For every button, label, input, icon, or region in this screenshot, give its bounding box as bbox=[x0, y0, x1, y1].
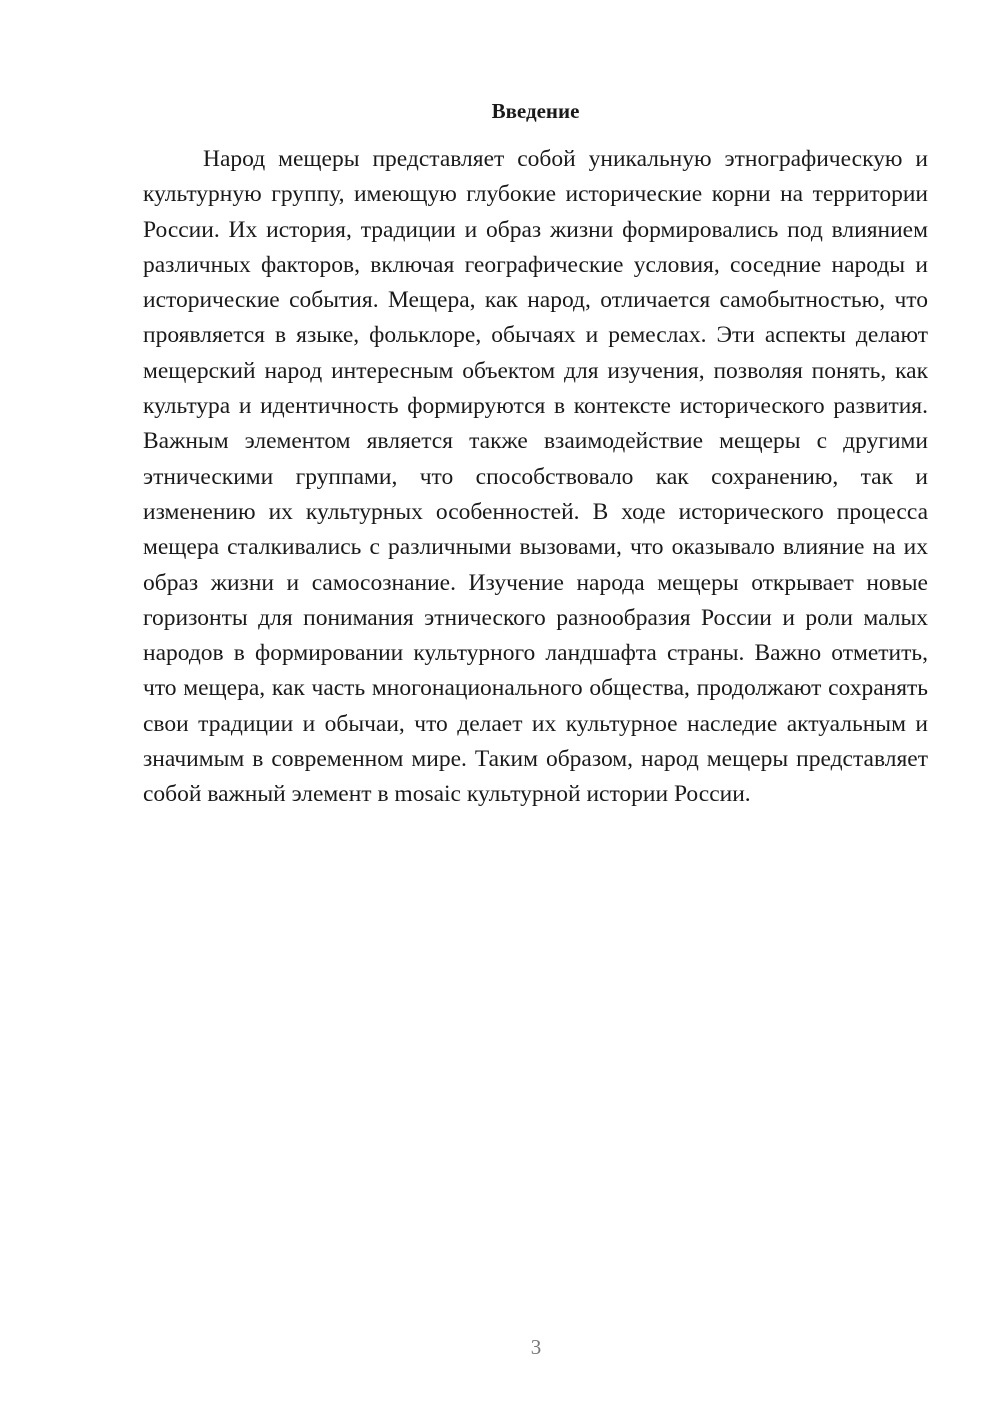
section-heading: Введение bbox=[491, 99, 580, 123]
body-paragraph: Народ мещеры представляет собой уникальную этнографическую и культурную группу, имеющую глубокие исторические корни на территории России. Их история, традиции и образ жизни формировались под влиянием различных факторов, включая географические условия, соседние народы и исторические события. Мещера, как народ, отличается самобытностью, что проявляется в языке, фольклоре, обычаях и ремеслах. Эти аспекты делают мещерский народ интересным объектом для изучения, позволяя понять, как культура и идентичность формируются в контексте исторического развития. Важным элементом является также взаимодействие мещеры с другими этническими группами, что способствовало как сохранению, так и изменению их культурных особенностей. В ходе исторического процесса мещера сталкивались с различными вызовами, что оказывало влияние на их образ жизни и самосознание. Изучение народа мещеры открывает новые горизонты для понимания этнического разнообразия России и роли малых народов в формировании культурного ландшафта страны. Важно отметить, что мещера, как часть многонационального общества, продолжают сохранять свои традиции и обычаи, что делает их культурное наследие актуальным и значимым в современном мире. Таким образом, народ мещеры представляет собой важный элемент в mosaic культурной истории России. bbox=[143, 146, 928, 808]
page-number: 3 bbox=[530, 1335, 542, 1359]
